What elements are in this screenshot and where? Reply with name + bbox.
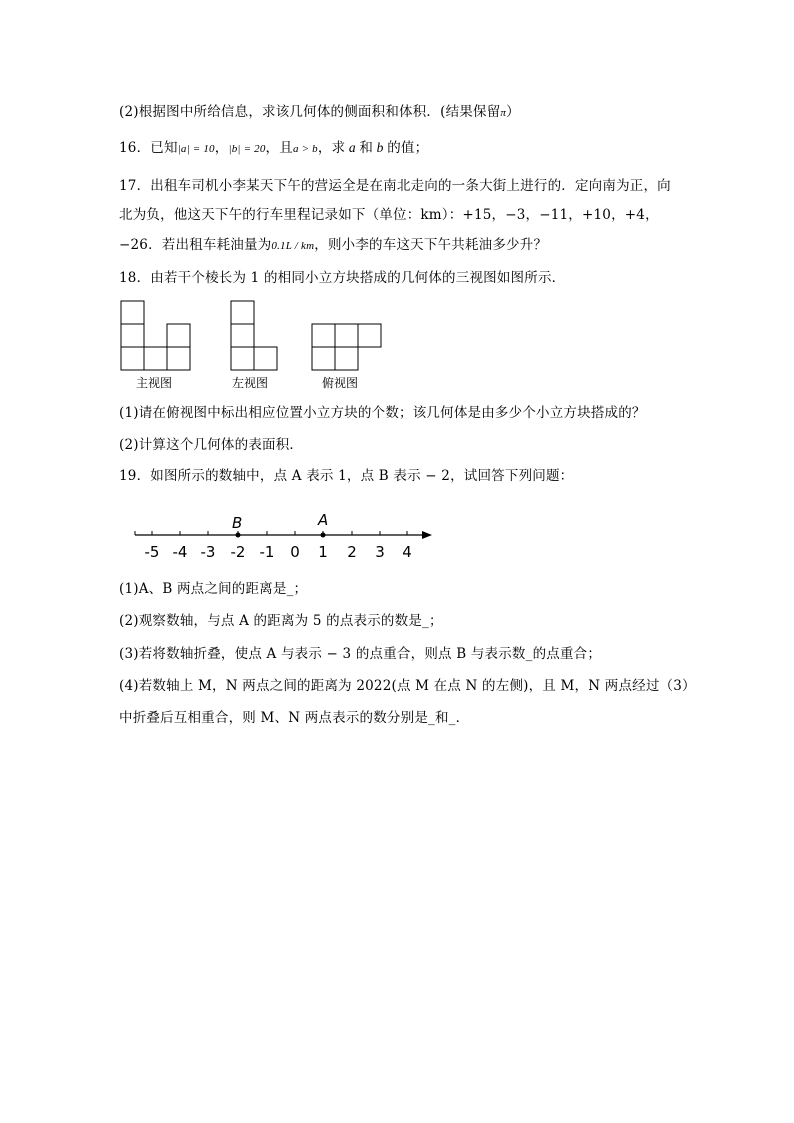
front-view [121,301,190,370]
pi-symbol: π [500,107,507,119]
tick-label: 1 [318,543,328,561]
question-17-line-2: 北为负，他这天下午的行车里程记录如下（单位：km）：+15，−3，−11，+10，+4， [119,207,659,223]
left-view [231,301,277,370]
tick-label: -3 [200,543,216,561]
number-line [120,505,440,565]
abs-a-expression: |a| = 10 [177,143,215,155]
question-19-part-1: (1)A、B 两点之间的距离是_； [119,581,308,597]
question-19-part-4-line-2: 中折叠后互相重合，则 M、N 两点表示的数分别是_和_． [119,710,470,726]
left-view-label: 左视图 [232,376,269,390]
question-19-line-1: 19．如图所示的数轴中，点 A 表示 1，点 B 表示 − 2，试回答下列问题： [119,468,574,484]
tick-label: 4 [402,543,412,561]
tick-label: 0 [290,543,300,561]
point-a-label: A [318,511,329,529]
arrow-right-icon [422,531,432,539]
point-a-dot [321,533,326,538]
question-17-line-1: 17．出租车司机小李某天下午的营运全是在南北走向的一条大街上进行的．定向南为正，向 [119,178,671,194]
point-b-dot [236,533,241,538]
tick-label: 2 [347,543,357,561]
top-view-label: 俯视图 [322,376,359,390]
tick-label: 3 [375,543,385,561]
question-19-part-3: (3)若将数轴折叠，使点 A 与表示 − 3 的点重合，则点 B 与表示数_的点重合； [119,646,602,662]
question-18-part-1: (1)请在俯视图中标出相应位置小立方块的个数；该几何体是由多少个小立方块搭成的？ [119,405,646,421]
tick-label: -5 [144,543,160,561]
question-19-part-4-line-1: (4)若数轴上 M，N 两点之间的距离为 2022(点 M 在点 N 的左侧)，且 M，N 两点经过（3） [119,678,696,694]
question-18-part-2: (2)计算这个几何体的表面积． [119,437,304,453]
question-16: 16．已知|a| = 10，|b| = 20，且a > b，求 a 和 b 的值； [119,140,429,156]
abs-b-expression: |b| = 20 [228,143,266,155]
tick-label: -4 [172,543,188,561]
point-b-label: B [232,514,243,532]
three-views-figure [110,295,400,395]
tick-label: -2 [230,543,246,561]
question-19-part-2: (2)观察数轴，与点 A 的距离为 5 的点表示的数是_； [119,613,443,629]
front-view-label: 主视图 [136,376,173,390]
question-15-part-2: (2)根据图中所给信息，求该几何体的侧面积和体积．(结果保留π） [119,104,520,120]
top-view [312,324,381,370]
tick-label: -1 [259,543,275,561]
a-gt-b-condition: a > b [292,143,318,155]
fuel-rate: 0.1L / km [271,240,315,252]
question-17-line-3: −26．若出租车耗油量为0.1L / km，则小李的车这天下午共耗油多少升？ [119,237,548,253]
question-18-line-1: 18．由若干个棱长为 1 的相同小立方块搭成的几何体的三视图如图所示． [119,270,566,286]
